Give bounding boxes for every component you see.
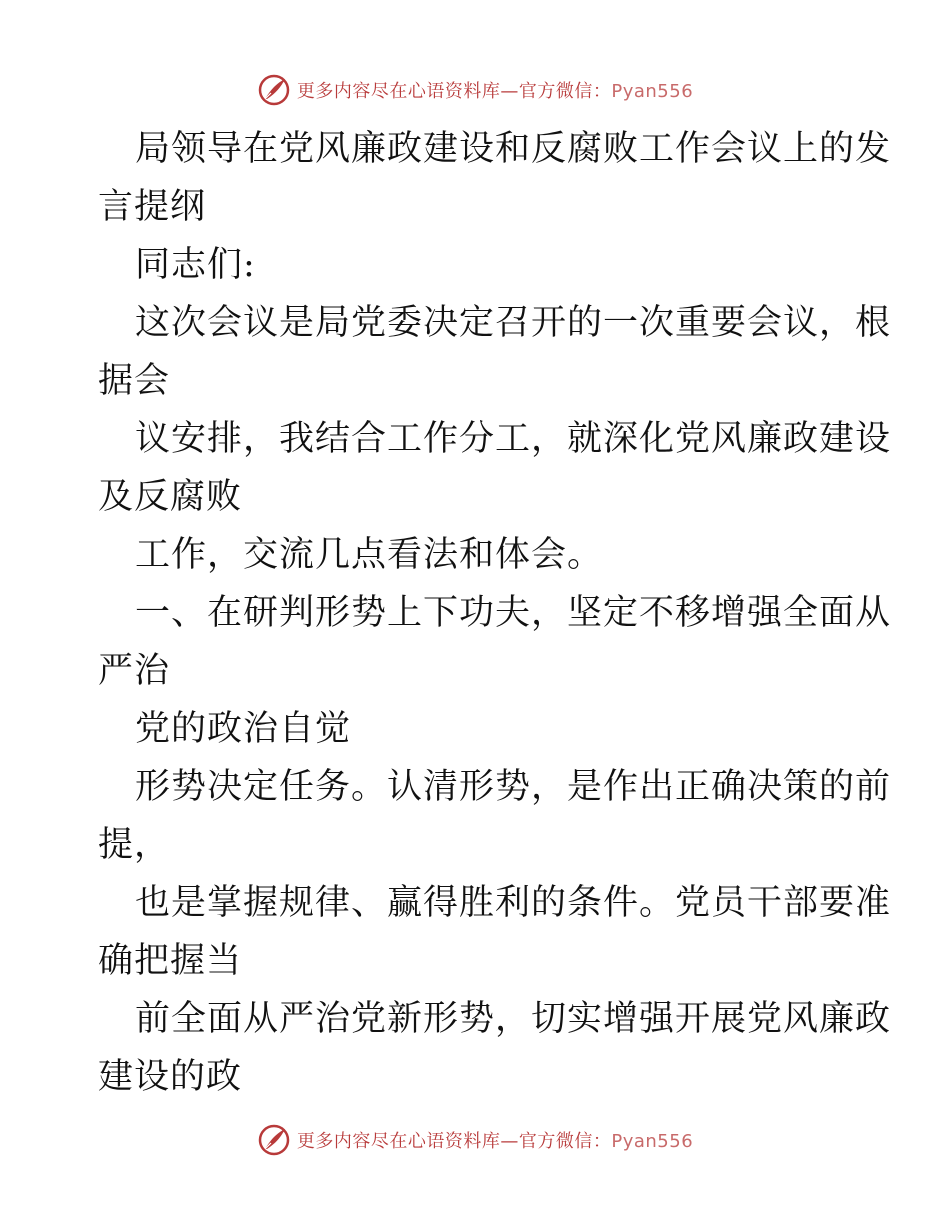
section-heading: 严治 — [98, 651, 171, 691]
section-heading: 党的政治自觉 — [135, 709, 352, 749]
text-line: 局领导在党风廉政建设和反腐败工作会议上的发 — [135, 129, 892, 169]
text-line: 建设的政 — [98, 1057, 243, 1097]
text-line: 言提纲 — [98, 187, 207, 227]
footer-banner — [0, 1120, 950, 1160]
feather-pen-logo-icon — [257, 1123, 291, 1157]
banner-text: 更多内容尽在心语资料库—官方微信：Pyan556 — [296, 1131, 694, 1152]
salutation: 同志们: — [135, 245, 256, 285]
feather-pen-logo-icon — [257, 73, 291, 107]
text-line: 这次会议是局党委决定召开的一次重要会议，根 — [135, 303, 892, 343]
text-line: 形势决定任务。认清形势，是作出正确决策的前 — [135, 767, 892, 807]
text-line: 也是掌握规律、赢得胜利的条件。党员干部要准 — [135, 883, 892, 923]
text-line: 提， — [98, 825, 171, 865]
text-line: 议安排，我结合工作分工，就深化党风廉政建设 — [135, 419, 892, 459]
banner-text: 更多内容尽在心语资料库—官方微信：Pyan556 — [296, 81, 694, 102]
document-body — [98, 120, 892, 1106]
text-line: 前全面从严治党新形势，切实增强开展党风廉政 — [135, 999, 892, 1039]
text-line: 及反腐败 — [98, 477, 243, 517]
text-line: 据会 — [98, 361, 171, 401]
header-banner — [0, 70, 950, 110]
section-heading: 一、在研判形势上下功夫，坚定不移增强全面从 — [135, 593, 892, 633]
text-line: 工作，交流几点看法和体会。 — [135, 535, 604, 575]
text-line: 确把握当 — [98, 941, 243, 981]
